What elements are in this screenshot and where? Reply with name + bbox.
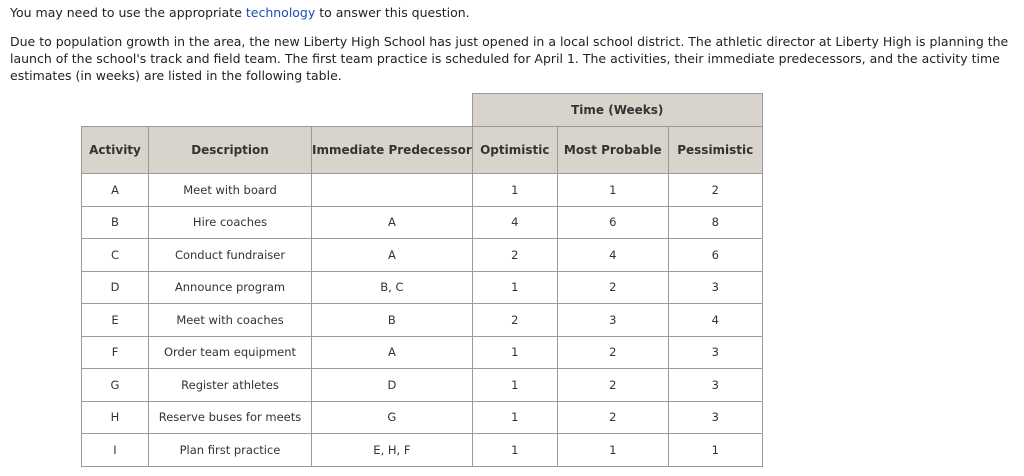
problem-paragraph: Due to population growth in the area, the new Liberty High School has just opened in a local school district. The athletic director at Liberty High is planning the launch of the school's track and field team. The first team practice is scheduled for April 1. The activities, their immediate predecessors, and the activity time estimates (in weeks) are listed in the following table. bbox=[10, 34, 1009, 83]
col-description-header: Description bbox=[149, 127, 312, 174]
cell-predecessor: E, H, F bbox=[312, 434, 473, 467]
cell-optimistic: 1 bbox=[472, 174, 557, 207]
cell-most-probable: 2 bbox=[557, 271, 668, 304]
cell-most-probable: 2 bbox=[557, 369, 668, 402]
cell-pessimistic: 3 bbox=[668, 336, 762, 369]
cell-predecessor: B, C bbox=[312, 271, 473, 304]
cell-most-probable: 1 bbox=[557, 174, 668, 207]
col-most-probable-header: Most Probable bbox=[557, 127, 668, 174]
cell-most-probable: 1 bbox=[557, 434, 668, 467]
cell-pessimistic: 3 bbox=[668, 369, 762, 402]
cell-pessimistic: 2 bbox=[668, 174, 762, 207]
cell-optimistic: 1 bbox=[472, 434, 557, 467]
cell-description: Meet with board bbox=[149, 174, 312, 207]
cell-activity: F bbox=[82, 336, 149, 369]
cell-pessimistic: 3 bbox=[668, 401, 762, 434]
cell-predecessor: D bbox=[312, 369, 473, 402]
table-row bbox=[82, 239, 763, 272]
cell-activity: G bbox=[82, 369, 149, 402]
table-row bbox=[82, 369, 763, 402]
instruction-text-before: You may need to use the appropriate bbox=[10, 5, 246, 20]
cell-pessimistic: 6 bbox=[668, 239, 762, 272]
col-optimistic-header: Optimistic bbox=[472, 127, 557, 174]
table-row bbox=[82, 336, 763, 369]
cell-most-probable: 4 bbox=[557, 239, 668, 272]
table-row bbox=[82, 206, 763, 239]
col-pessimistic-header: Pessimistic bbox=[668, 127, 762, 174]
cell-activity: C bbox=[82, 239, 149, 272]
cell-description: Conduct fundraiser bbox=[149, 239, 312, 272]
cell-activity: E bbox=[82, 304, 149, 337]
cell-pessimistic: 4 bbox=[668, 304, 762, 337]
cell-pessimistic: 3 bbox=[668, 271, 762, 304]
cell-activity: A bbox=[82, 174, 149, 207]
time-weeks-header: Time (Weeks) bbox=[472, 94, 762, 127]
cell-predecessor: B bbox=[312, 304, 473, 337]
cell-predecessor: A bbox=[312, 336, 473, 369]
cell-description: Meet with coaches bbox=[149, 304, 312, 337]
cell-activity: I bbox=[82, 434, 149, 467]
table-row bbox=[82, 271, 763, 304]
table-row bbox=[82, 304, 763, 337]
cell-activity: B bbox=[82, 206, 149, 239]
cell-most-probable: 2 bbox=[557, 401, 668, 434]
cell-optimistic: 2 bbox=[472, 239, 557, 272]
cell-optimistic: 4 bbox=[472, 206, 557, 239]
cell-activity: D bbox=[82, 271, 149, 304]
instruction-line bbox=[10, 5, 470, 21]
cell-optimistic: 1 bbox=[472, 369, 557, 402]
cell-description: Announce program bbox=[149, 271, 312, 304]
cell-description: Reserve buses for meets bbox=[149, 401, 312, 434]
cell-predecessor bbox=[312, 174, 473, 207]
cell-optimistic: 1 bbox=[472, 401, 557, 434]
cell-most-probable: 6 bbox=[557, 206, 668, 239]
cell-description: Register athletes bbox=[149, 369, 312, 402]
cell-description: Order team equipment bbox=[149, 336, 312, 369]
cell-optimistic: 2 bbox=[472, 304, 557, 337]
cell-description: Hire coaches bbox=[149, 206, 312, 239]
cell-pessimistic: 1 bbox=[668, 434, 762, 467]
table-row bbox=[82, 174, 763, 207]
header-spacer bbox=[82, 94, 473, 127]
cell-predecessor: A bbox=[312, 239, 473, 272]
cell-predecessor: G bbox=[312, 401, 473, 434]
cell-description: Plan first practice bbox=[149, 434, 312, 467]
cell-most-probable: 2 bbox=[557, 336, 668, 369]
cell-optimistic: 1 bbox=[472, 271, 557, 304]
cell-most-probable: 3 bbox=[557, 304, 668, 337]
technology-link[interactable]: technology bbox=[245, 5, 316, 20]
col-activity-header: Activity bbox=[82, 127, 149, 174]
table-row bbox=[82, 401, 763, 434]
cell-activity: H bbox=[82, 401, 149, 434]
col-predecessor-header: Immediate Predecessor bbox=[312, 127, 473, 174]
cell-pessimistic: 8 bbox=[668, 206, 762, 239]
activity-table bbox=[81, 93, 763, 467]
cell-optimistic: 1 bbox=[472, 336, 557, 369]
table-row bbox=[82, 434, 763, 467]
cell-predecessor: A bbox=[312, 206, 473, 239]
instruction-text-after: to answer this question. bbox=[315, 5, 470, 20]
